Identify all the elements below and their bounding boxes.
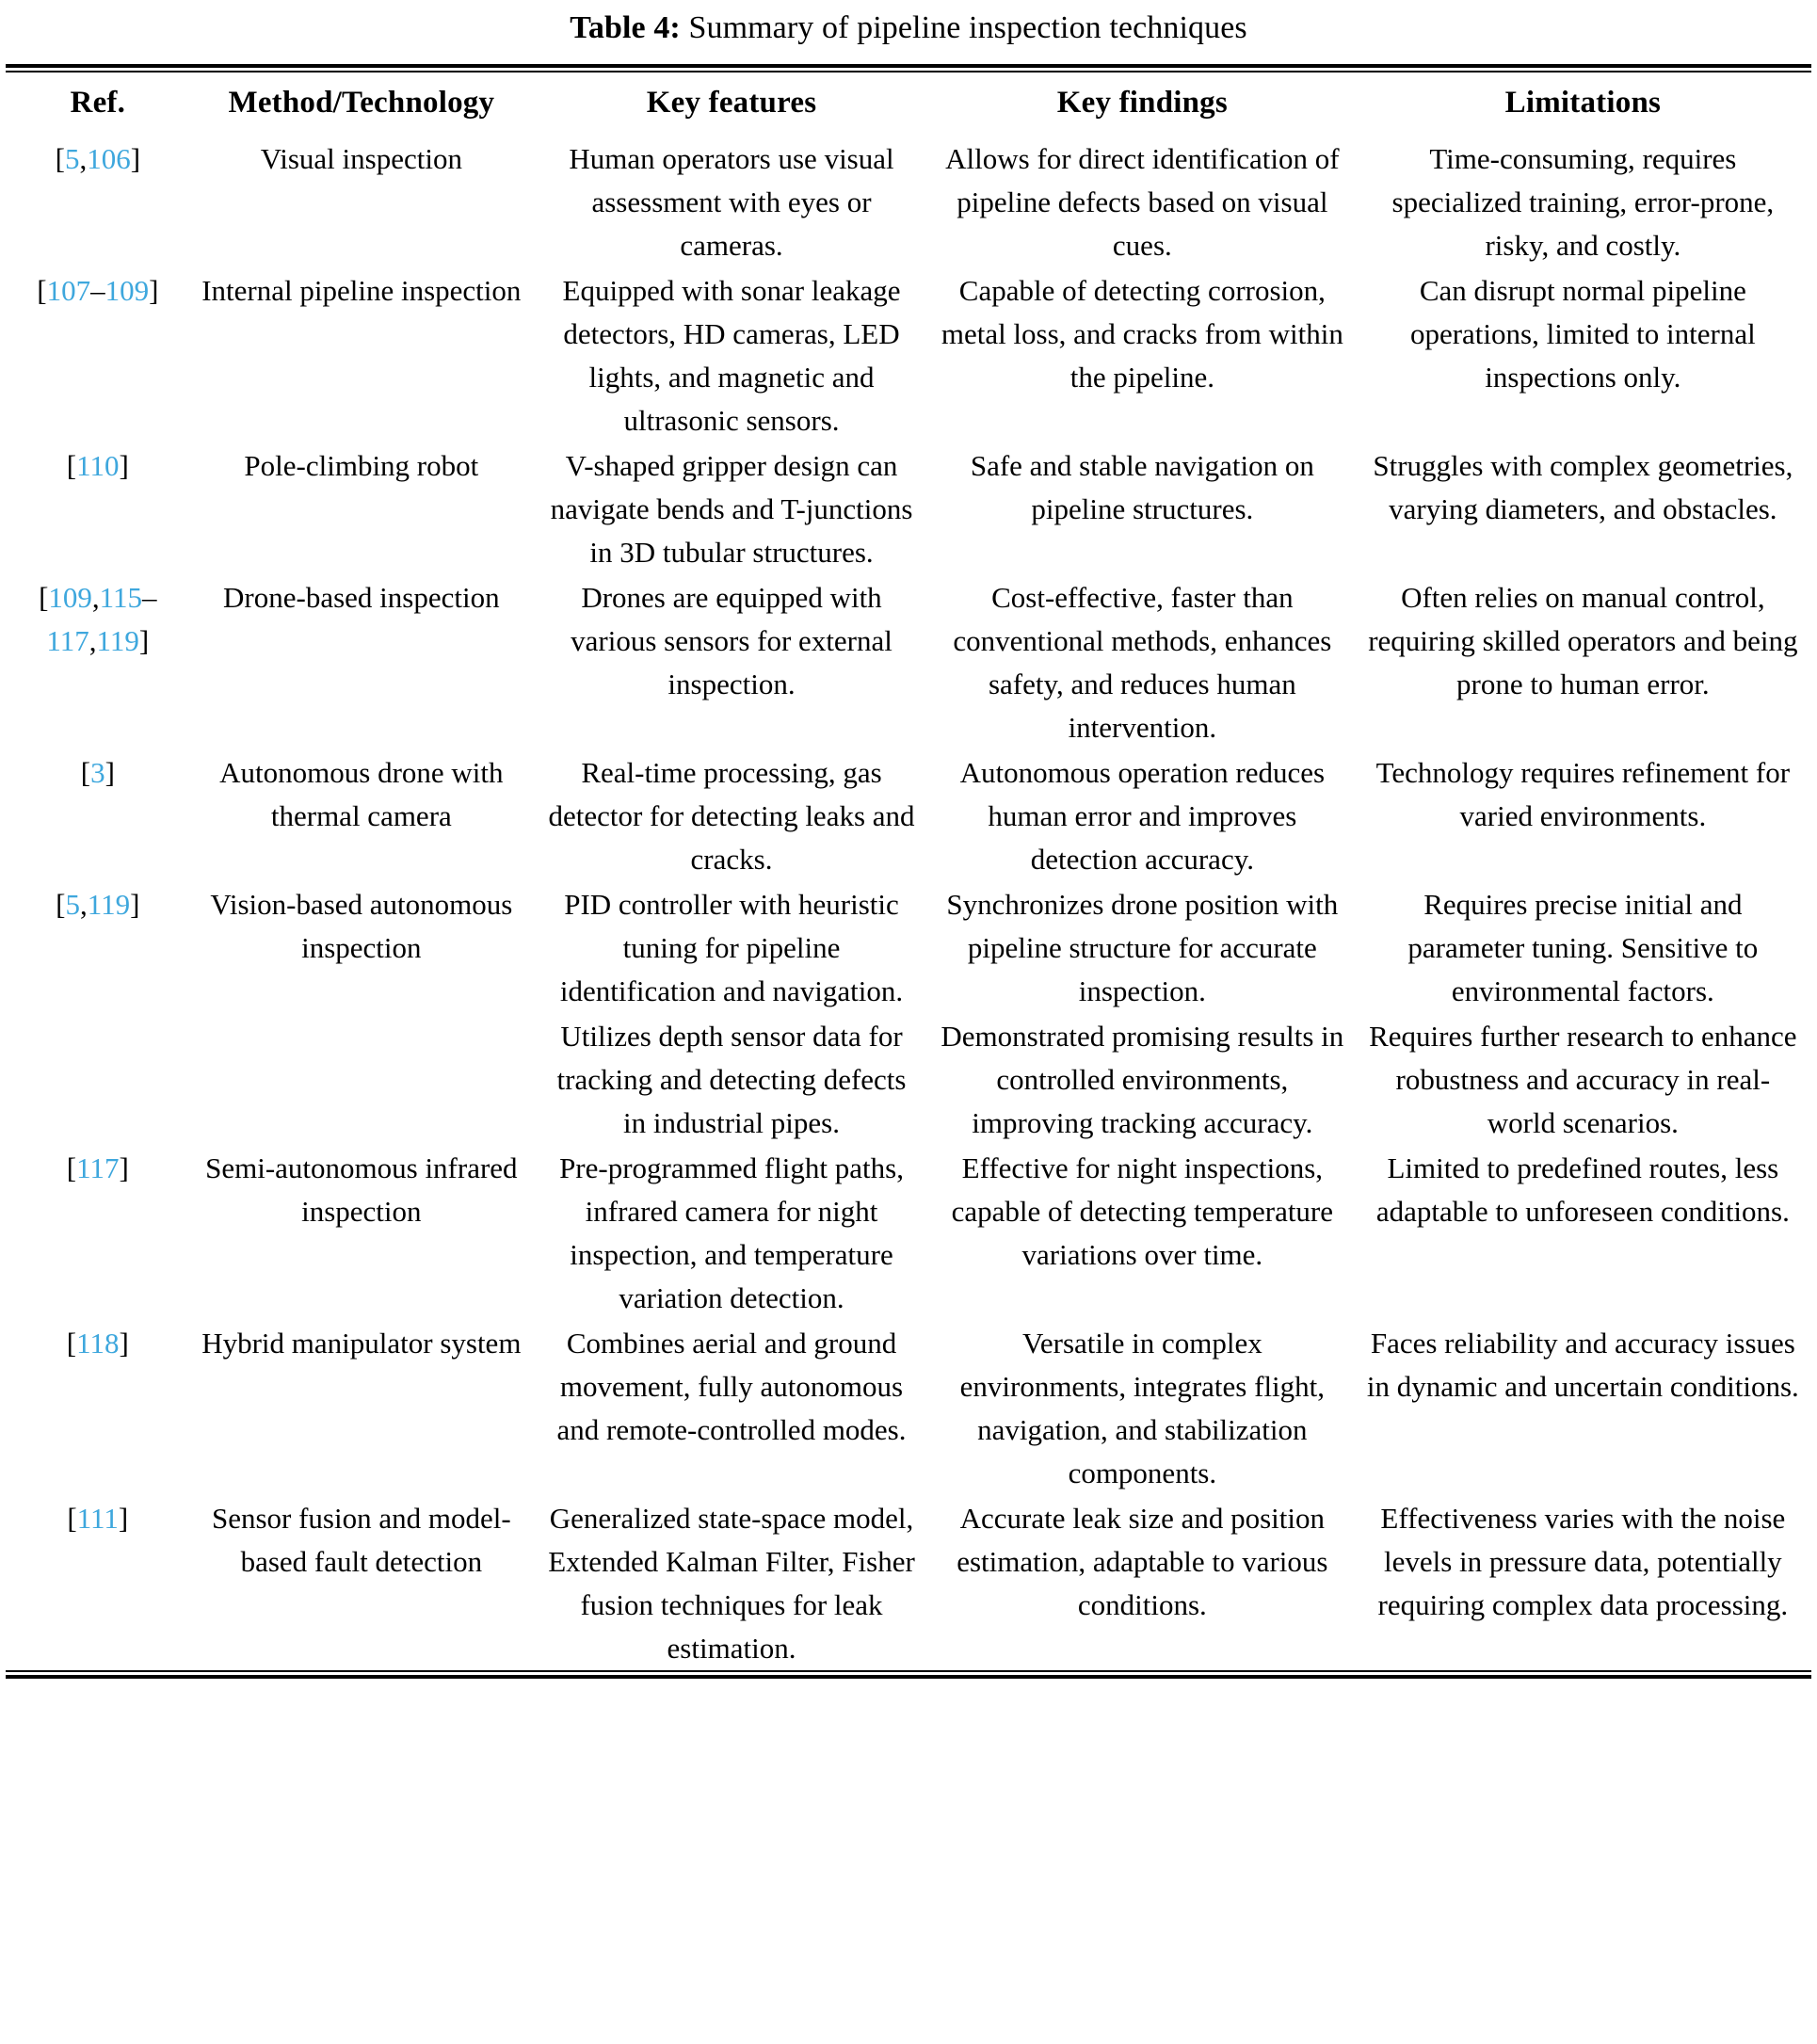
citation-punctuation: ] — [118, 1502, 129, 1535]
table-body — [6, 136, 1811, 1670]
citation-number[interactable]: 5 — [64, 142, 80, 175]
citation-punctuation: , — [88, 624, 97, 657]
citation-punctuation: [ — [66, 1327, 77, 1360]
column-header-method: Method/Technology — [228, 86, 495, 120]
cell-key-features: Pre-programmed flight paths, infrared camera for night inspection, and temperature variation detection. — [559, 1151, 904, 1314]
cell-method-technology: Sensor fusion and model-based fault detection — [211, 1502, 511, 1578]
citation-number[interactable]: 115 — [99, 581, 143, 614]
cell-key-findings: Versatile in complex environments, integrates flight, navigation, and stabilization components. — [959, 1327, 1326, 1489]
cell-key-features: V-shaped gripper design can navigate bends and T-junctions in 3D tubular structures. — [550, 449, 913, 569]
table-caption — [6, 0, 1811, 64]
citation-punctuation: – — [90, 274, 105, 307]
citation-punctuation: [ — [55, 142, 65, 175]
citation-number[interactable]: 119 — [87, 888, 131, 921]
citation-punctuation: , — [80, 888, 88, 921]
cell-method-technology: Internal pipeline inspection — [201, 274, 522, 307]
citation-punctuation: – — [142, 581, 157, 614]
cell-reference[interactable] — [6, 136, 190, 267]
citation-number[interactable]: 5 — [65, 888, 80, 921]
cell-reference[interactable] — [6, 1320, 190, 1495]
cell-key-features: Generalized state-space model, Extended Kalman Filter, Fisher fusion techniques for leak estimation. — [548, 1502, 915, 1665]
citation-punctuation: [ — [66, 449, 77, 482]
cell-limitations: Can disrupt normal pipeline operations, limited to internal inspections only. — [1409, 274, 1756, 394]
citation-number[interactable]: 118 — [76, 1327, 120, 1360]
table-row — [6, 881, 1811, 1013]
citation-punctuation: [ — [56, 888, 66, 921]
cell-key-findings: Demonstrated promising results in controlled environments, improving tracking accuracy. — [941, 1020, 1344, 1139]
cell-limitations: Limited to predefined routes, less adaptable to unforeseen conditions. — [1375, 1151, 1790, 1228]
cell-key-features: Combines aerial and ground movement, fully autonomous and remote-controlled modes. — [556, 1327, 907, 1446]
cell-limitations: Technology requires refinement for varied environments. — [1375, 756, 1791, 832]
table-bottom-rule-thick — [6, 1675, 1811, 1679]
cell-reference[interactable] — [6, 443, 190, 574]
cell-reference[interactable] — [6, 1495, 190, 1670]
citation-number[interactable]: 3 — [90, 756, 105, 789]
column-header-limitations: Limitations — [1504, 86, 1662, 120]
citation-number[interactable]: 111 — [76, 1502, 119, 1535]
citation-punctuation: , — [91, 581, 100, 614]
table-header — [6, 72, 1811, 136]
citation-number[interactable]: 110 — [76, 449, 120, 482]
pipeline-inspection-table — [6, 72, 1811, 1670]
cell-method-technology: Drone-based inspection — [223, 581, 500, 614]
citation-punctuation: [ — [67, 1502, 77, 1535]
cell-limitations: Requires further research to enhance robustness and accuracy in real-world scenarios. — [1369, 1020, 1797, 1139]
cell-key-features: Real-time processing, gas detector for detecting leaks and cracks. — [548, 756, 915, 876]
cell-reference[interactable] — [6, 1145, 190, 1320]
cell-method-technology: Autonomous drone with thermal camera — [219, 756, 504, 832]
table-row — [6, 749, 1811, 881]
cell-key-findings: Synchronizes drone position with pipeline structure for accurate inspection. — [946, 888, 1339, 1007]
citation-punctuation: ] — [119, 1151, 129, 1184]
cell-reference[interactable] — [6, 881, 190, 1013]
cell-limitations: Faces reliability and accuracy issues in dynamic and uncertain conditions. — [1366, 1327, 1799, 1403]
table-row — [6, 1013, 1811, 1145]
citation-punctuation: [ — [66, 1151, 77, 1184]
table-row — [6, 1320, 1811, 1495]
citation-punctuation: ] — [130, 142, 141, 175]
cell-limitations: Effectiveness varies with the noise levels in pressure data, potentially requiring complex data processing. — [1377, 1502, 1789, 1621]
table-header-row — [6, 72, 1811, 136]
cell-key-features: Utilizes depth sensor data for tracking and detecting defects in industrial pipes. — [556, 1020, 907, 1139]
citation-punctuation: ] — [149, 274, 159, 307]
table-caption-label: Table 4: — [570, 10, 681, 45]
cell-key-features: Human operators use visual assessment with eyes or cameras. — [569, 142, 894, 262]
citation-number[interactable]: 109 — [105, 274, 150, 307]
citation-punctuation: ] — [130, 888, 140, 921]
citation-punctuation: ] — [119, 1327, 129, 1360]
cell-reference[interactable] — [6, 267, 190, 443]
cell-reference[interactable] — [6, 1013, 190, 1145]
citation-number[interactable]: 109 — [48, 581, 92, 614]
citation-punctuation: ] — [105, 756, 115, 789]
citation-number[interactable]: 117 — [46, 624, 89, 657]
table-top-rule-thick — [6, 64, 1811, 68]
cell-method-technology: Visual inspection — [260, 142, 462, 175]
table-row — [6, 267, 1811, 443]
citation-punctuation: , — [79, 142, 88, 175]
cell-method-technology: Semi-autonomous infrared inspection — [205, 1151, 518, 1228]
cell-reference[interactable] — [6, 749, 190, 881]
cell-key-findings: Autonomous operation reduces human error and improves detection accuracy. — [959, 756, 1326, 876]
cell-method-technology: Pole-climbing robot — [244, 449, 479, 482]
citation-punctuation: [ — [39, 581, 49, 614]
cell-key-findings: Allows for direct identification of pipeline defects based on visual cues. — [945, 142, 1340, 262]
column-header-ref: Ref. — [70, 86, 126, 120]
table-row — [6, 1495, 1811, 1670]
table-row — [6, 1145, 1811, 1320]
cell-key-findings: Safe and stable navigation on pipeline structures. — [970, 449, 1314, 525]
cell-limitations: Requires precise initial and parameter tuning. Sensitive to environmental factors. — [1407, 888, 1759, 1007]
cell-key-features: Equipped with sonar leakage detectors, HD cameras, LED lights, and magnetic and ultrasonic sensors. — [562, 274, 901, 437]
table-bottom-rule-thin — [6, 1670, 1811, 1672]
citation-punctuation: ] — [119, 449, 129, 482]
table-row — [6, 136, 1811, 267]
cell-limitations: Often relies on manual control, requiring skilled operators and being prone to human error. — [1368, 581, 1798, 700]
citation-punctuation: ] — [138, 624, 150, 657]
column-header-key-features: Key features — [646, 86, 817, 120]
citation-punctuation: [ — [37, 274, 47, 307]
cell-key-findings: Accurate leak size and position estimation, adaptable to various conditions. — [957, 1502, 1328, 1621]
cell-key-findings: Capable of detecting corrosion, metal loss, and cracks from within the pipeline. — [941, 274, 1343, 394]
cell-method-technology: Vision-based autonomous inspection — [210, 888, 513, 964]
cell-key-findings: Effective for night inspections, capable of detecting temperature variations over time. — [951, 1151, 1334, 1271]
citation-number[interactable]: 106 — [87, 142, 131, 175]
cell-limitations: Struggles with complex geometries, varying diameters, and obstacles. — [1373, 449, 1793, 525]
cell-limitations: Time-consuming, requires specialized training, error-prone, risky, and costly. — [1391, 142, 1775, 262]
cell-key-findings: Cost-effective, faster than conventional methods, enhances safety, and reduces human intervention. — [953, 581, 1332, 744]
citation-number[interactable]: 119 — [96, 624, 139, 657]
table-caption-text: Summary of pipeline inspection techniques — [680, 10, 1247, 45]
cell-method-technology: Hybrid manipulator system — [201, 1327, 522, 1360]
citation-punctuation: [ — [80, 756, 91, 789]
cell-reference[interactable] — [6, 574, 190, 749]
table-row — [6, 574, 1811, 749]
table-row — [6, 443, 1811, 574]
citation-number[interactable]: 117 — [76, 1151, 120, 1184]
cell-method-technology — [190, 1013, 533, 1145]
column-header-key-findings: Key findings — [1056, 86, 1228, 120]
citation-number[interactable]: 107 — [46, 274, 91, 307]
cell-key-features: Drones are equipped with various sensors for external inspection. — [571, 581, 892, 700]
cell-key-features: PID controller with heuristic tuning for pipeline identification and navigation. — [559, 888, 904, 1007]
